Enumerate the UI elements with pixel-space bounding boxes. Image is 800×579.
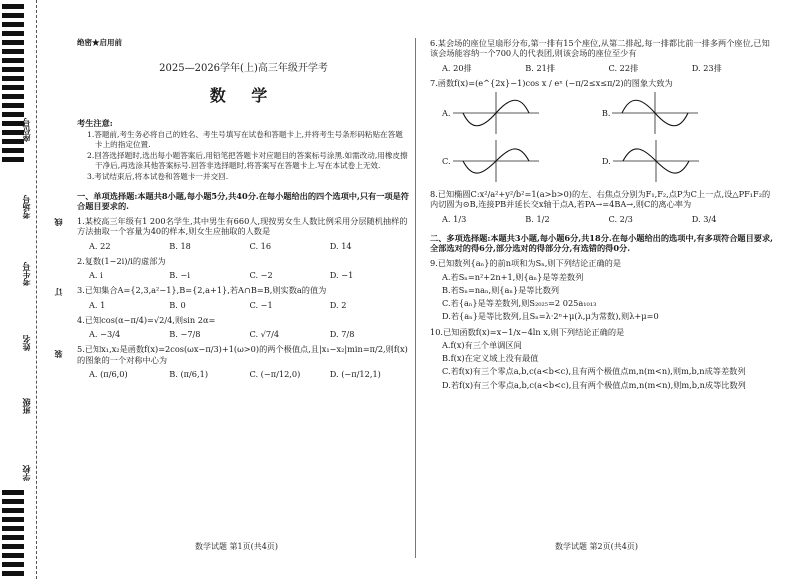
option: A. 1/3 [442, 213, 467, 224]
question-10: 10.已知函数f(x)=x−1/x−4ln x,则下列结论正确的是 A.f(x)有三个单调区间 B.f(x)在定义域上没有最值 C.若f(x)有三个零点a,b,c(a<b<c),且有两个极值点m,n(m<n),则m,b,n成等差数列 D.若f(x)有三个零点a,b,c(a<b<c),且有两个极值点m,n(m<n),则m,b,n成等比数列 [430, 327, 775, 390]
option: B. 21排 [525, 62, 556, 73]
stripe [2, 517, 24, 522]
binding-label-name: 姓名 [21, 335, 31, 351]
option: C. −2 [249, 270, 273, 281]
stripe [2, 49, 24, 54]
binding-dashed-line [36, 0, 37, 579]
stripe [2, 76, 24, 81]
graph-b [610, 90, 700, 136]
exam-title: 2025—2026学年(上)高三年级开学考 [159, 63, 328, 75]
option: A.f(x)有三个单调区间 [442, 339, 522, 350]
secret-mark: 绝密★启用前 [77, 38, 122, 47]
question-1: 1.某校高三年级有1 200名学生,其中男生有660人,现按男女生人数比例采用分层随机抽样的方法抽取一个容量为40的样本,则女生应抽取的人数是 A. 22 B. 18 C. 16 D. 14 [77, 216, 410, 251]
option: D. 7/8 [329, 329, 355, 340]
question-2: 2.复数(1−2i)/i的虚部为 A. i B. −i C. −2 D. −1 [77, 256, 410, 281]
option: B. 0 [169, 299, 186, 310]
question-5: 5.已知x₁,x₂是函数f(x)=2cos(ωx−π/3)+1(ω>0)的两个极值点,且|x₁−x₂|min=π/2,则f(x)的图象的一个对称中心为 A. (π/6,0) B. (π/6,1) C. (−π/12,0) D. (−π/12,1) [77, 344, 410, 379]
option: D.若f(x)有三个零点a,b,c(a<b<c),且有两个极值点m,n(m<n),则m,b,n成等比数列 [442, 379, 746, 390]
option: A.若Sₙ=n²+2n+1,则{aₙ}是等差数列 [442, 271, 584, 282]
option: C. 2/3 [608, 213, 633, 224]
stripe [2, 31, 24, 36]
seal-char-line: 线 [53, 218, 63, 226]
note-item: 1.答题前,考生务必将自己的姓名、考生号填写在试卷和答题卡上,并将考生号条形码粘贴在答题卡上的指定位置. [87, 130, 403, 149]
stripe [2, 490, 24, 495]
graph-option-a: A. [442, 90, 602, 136]
stripe [2, 103, 24, 108]
graph-option-b: B. [602, 90, 762, 136]
stripe [2, 85, 24, 90]
stripe [2, 94, 24, 99]
option: B.若Sₙ=naₙ,则{aₙ}是等比数列 [442, 284, 560, 295]
page-left [77, 38, 410, 379]
footer-right: 数学试题 第2页(共4页) [555, 542, 638, 551]
seal-char-pack: 装 [53, 350, 63, 358]
stripe [2, 67, 24, 72]
stripe [2, 535, 24, 540]
option: C. −1 [249, 299, 273, 310]
subject-title: 数 学 [209, 85, 278, 105]
stripe [2, 4, 24, 9]
stripe [2, 508, 24, 513]
stripe [2, 157, 24, 162]
option: A. −3/4 [89, 329, 121, 340]
question-7: 7.函数f(x)=(e^{2x}−1)cos x / eˣ (−π/2≤x≤π/2)的图象大致为 A. B. C. D. [430, 78, 775, 184]
footer-left: 数学试题 第1页(共4页) [195, 542, 278, 551]
binding-label-room: 考场号 [21, 195, 31, 219]
option: C.若f(x)有三个零点a,b,c(a<b<c),且有两个极值点m,n(m<n),则m,b,n成等差数列 [442, 366, 746, 377]
stripe [2, 58, 24, 63]
section-heading: 二、多项选择题:本题共3小题,每小题6分,共18分.在每小题给出的选项中,有多项符合题目要求,全部选对的得6分,部分选对的得部分分,有选错的得0分. [430, 232, 774, 253]
stripe [2, 22, 24, 27]
page-right [430, 38, 775, 390]
option: D. 14 [329, 240, 352, 251]
graph-d [611, 138, 701, 184]
stripe [2, 553, 24, 558]
option: D. 23排 [691, 62, 722, 73]
stripe [2, 571, 24, 576]
option: C.若{aₙ}是等差数列,则S₂₀₂₅=2 025a₁₀₁₃ [442, 298, 597, 308]
question-9: 9.已知数列{aₙ}的前n项和为Sₙ,则下列结论正确的是 A.若Sₙ=n²+2n+1,则{aₙ}是等差数列 B.若Sₙ=naₙ,则{aₙ}是等比数列 C.若{aₙ}是等差数列,则S₂₀₂₅=2 025a₁₀₁₃ D.若{aₙ}是等比数列,且Sₙ=λ·2ⁿ+μ(λ,μ为常数),则λ+μ=0 [430, 258, 775, 321]
option: A. 1 [89, 299, 106, 310]
note-item: 3.考试结束后,将本试卷和答题卡一并交回. [87, 172, 229, 182]
option: A. i [89, 270, 103, 281]
option: B. 18 [169, 240, 191, 251]
option: C. 16 [249, 240, 272, 251]
option: D. 3/4 [691, 213, 717, 224]
option: D. 2 [329, 299, 347, 310]
option: D. −1 [329, 270, 354, 281]
binding-label-id: 考生号 [21, 262, 31, 286]
stripe [2, 526, 24, 531]
question-4: 4.已知cos(α−π/4)=√2/4,则sin 2α= A. −3/4 B. −7/8 C. √7/4 D. 7/8 [77, 315, 410, 340]
stripe [2, 148, 24, 153]
option: B. −7/8 [169, 329, 201, 340]
stripe [2, 40, 24, 45]
page-divider [415, 38, 416, 558]
question-8: 8.已知椭圆C:x²/a²+y²/b²=1(a>b>0)的左、右焦点分别为F₁,F₂,点P为C上一点,设△PF₁F₂的内切圆为⊙B,连接PB并延长交x轴于点A,若PA→=4BA→,则C的离心率为 A. 1/3 B. 1/2 C. 2/3 D. 3/4 [430, 189, 775, 224]
graph-a [451, 90, 541, 136]
stripe [2, 112, 24, 117]
binding-label-class: 班级 [21, 398, 31, 414]
stripe [2, 13, 24, 18]
question-3: 3.已知集合A={2,3,a²−1},B={2,a+1},若A∩B=B,则实数a的值为 A. 1 B. 0 C. −1 D. 2 [77, 285, 410, 310]
option: B. −i [169, 270, 190, 281]
section-heading: 一、单项选择题:本题共8小题,每小题5分,共40分.在每小题给出的四个选项中,只有一项是符合题目要求的. [77, 190, 409, 211]
graph-option-c: C. [442, 138, 602, 184]
option: C. √7/4 [249, 329, 280, 340]
option: D. (−π/12,1) [329, 368, 381, 379]
stripe [2, 562, 24, 567]
graph-option-d: D. [602, 138, 762, 184]
option: C. (−π/12,0) [249, 368, 301, 379]
option: B. 1/2 [525, 213, 550, 224]
option: D.若{aₙ}是等比数列,且Sₙ=λ·2ⁿ+μ(λ,μ为常数),则λ+μ=0 [442, 311, 659, 322]
option: A. 20排 [442, 62, 472, 73]
note-item: 2.回答选择题时,选出每小题答案后,用铅笔把答题卡对应题目的答案标号涂黑.如需改动,用橡皮擦干净后,再选涂其他答案标号.回答非选择题时,将答案写在答题卡上.写在本试卷上无效. [87, 151, 408, 170]
option: B. (π/6,1) [169, 368, 209, 379]
graph-c [451, 138, 541, 184]
option: B.f(x)在定义域上没有最值 [442, 353, 539, 363]
binding-label-seat: 座位号 [21, 118, 31, 142]
option: A. 22 [89, 240, 111, 251]
stripe [2, 499, 24, 504]
option: A. (π/6,0) [89, 368, 128, 379]
seal-char-bind: 订 [53, 288, 63, 296]
binding-label-school: 学校 [21, 465, 31, 481]
option: C. 22排 [608, 62, 639, 73]
notes-title: 考生注意: [77, 117, 113, 128]
question-6: 6.某会场的座位呈扇形分布,第一排有15个座位,从第二排起,每一排都比前一排多两个座位,已知该会场能容纳一个700人的代表团,则该会场的座位至少有 A. 20排 B. 21排 C. 22排 D. 23排 [430, 38, 775, 73]
barcode-stripes [0, 0, 26, 579]
stripe [2, 544, 24, 549]
